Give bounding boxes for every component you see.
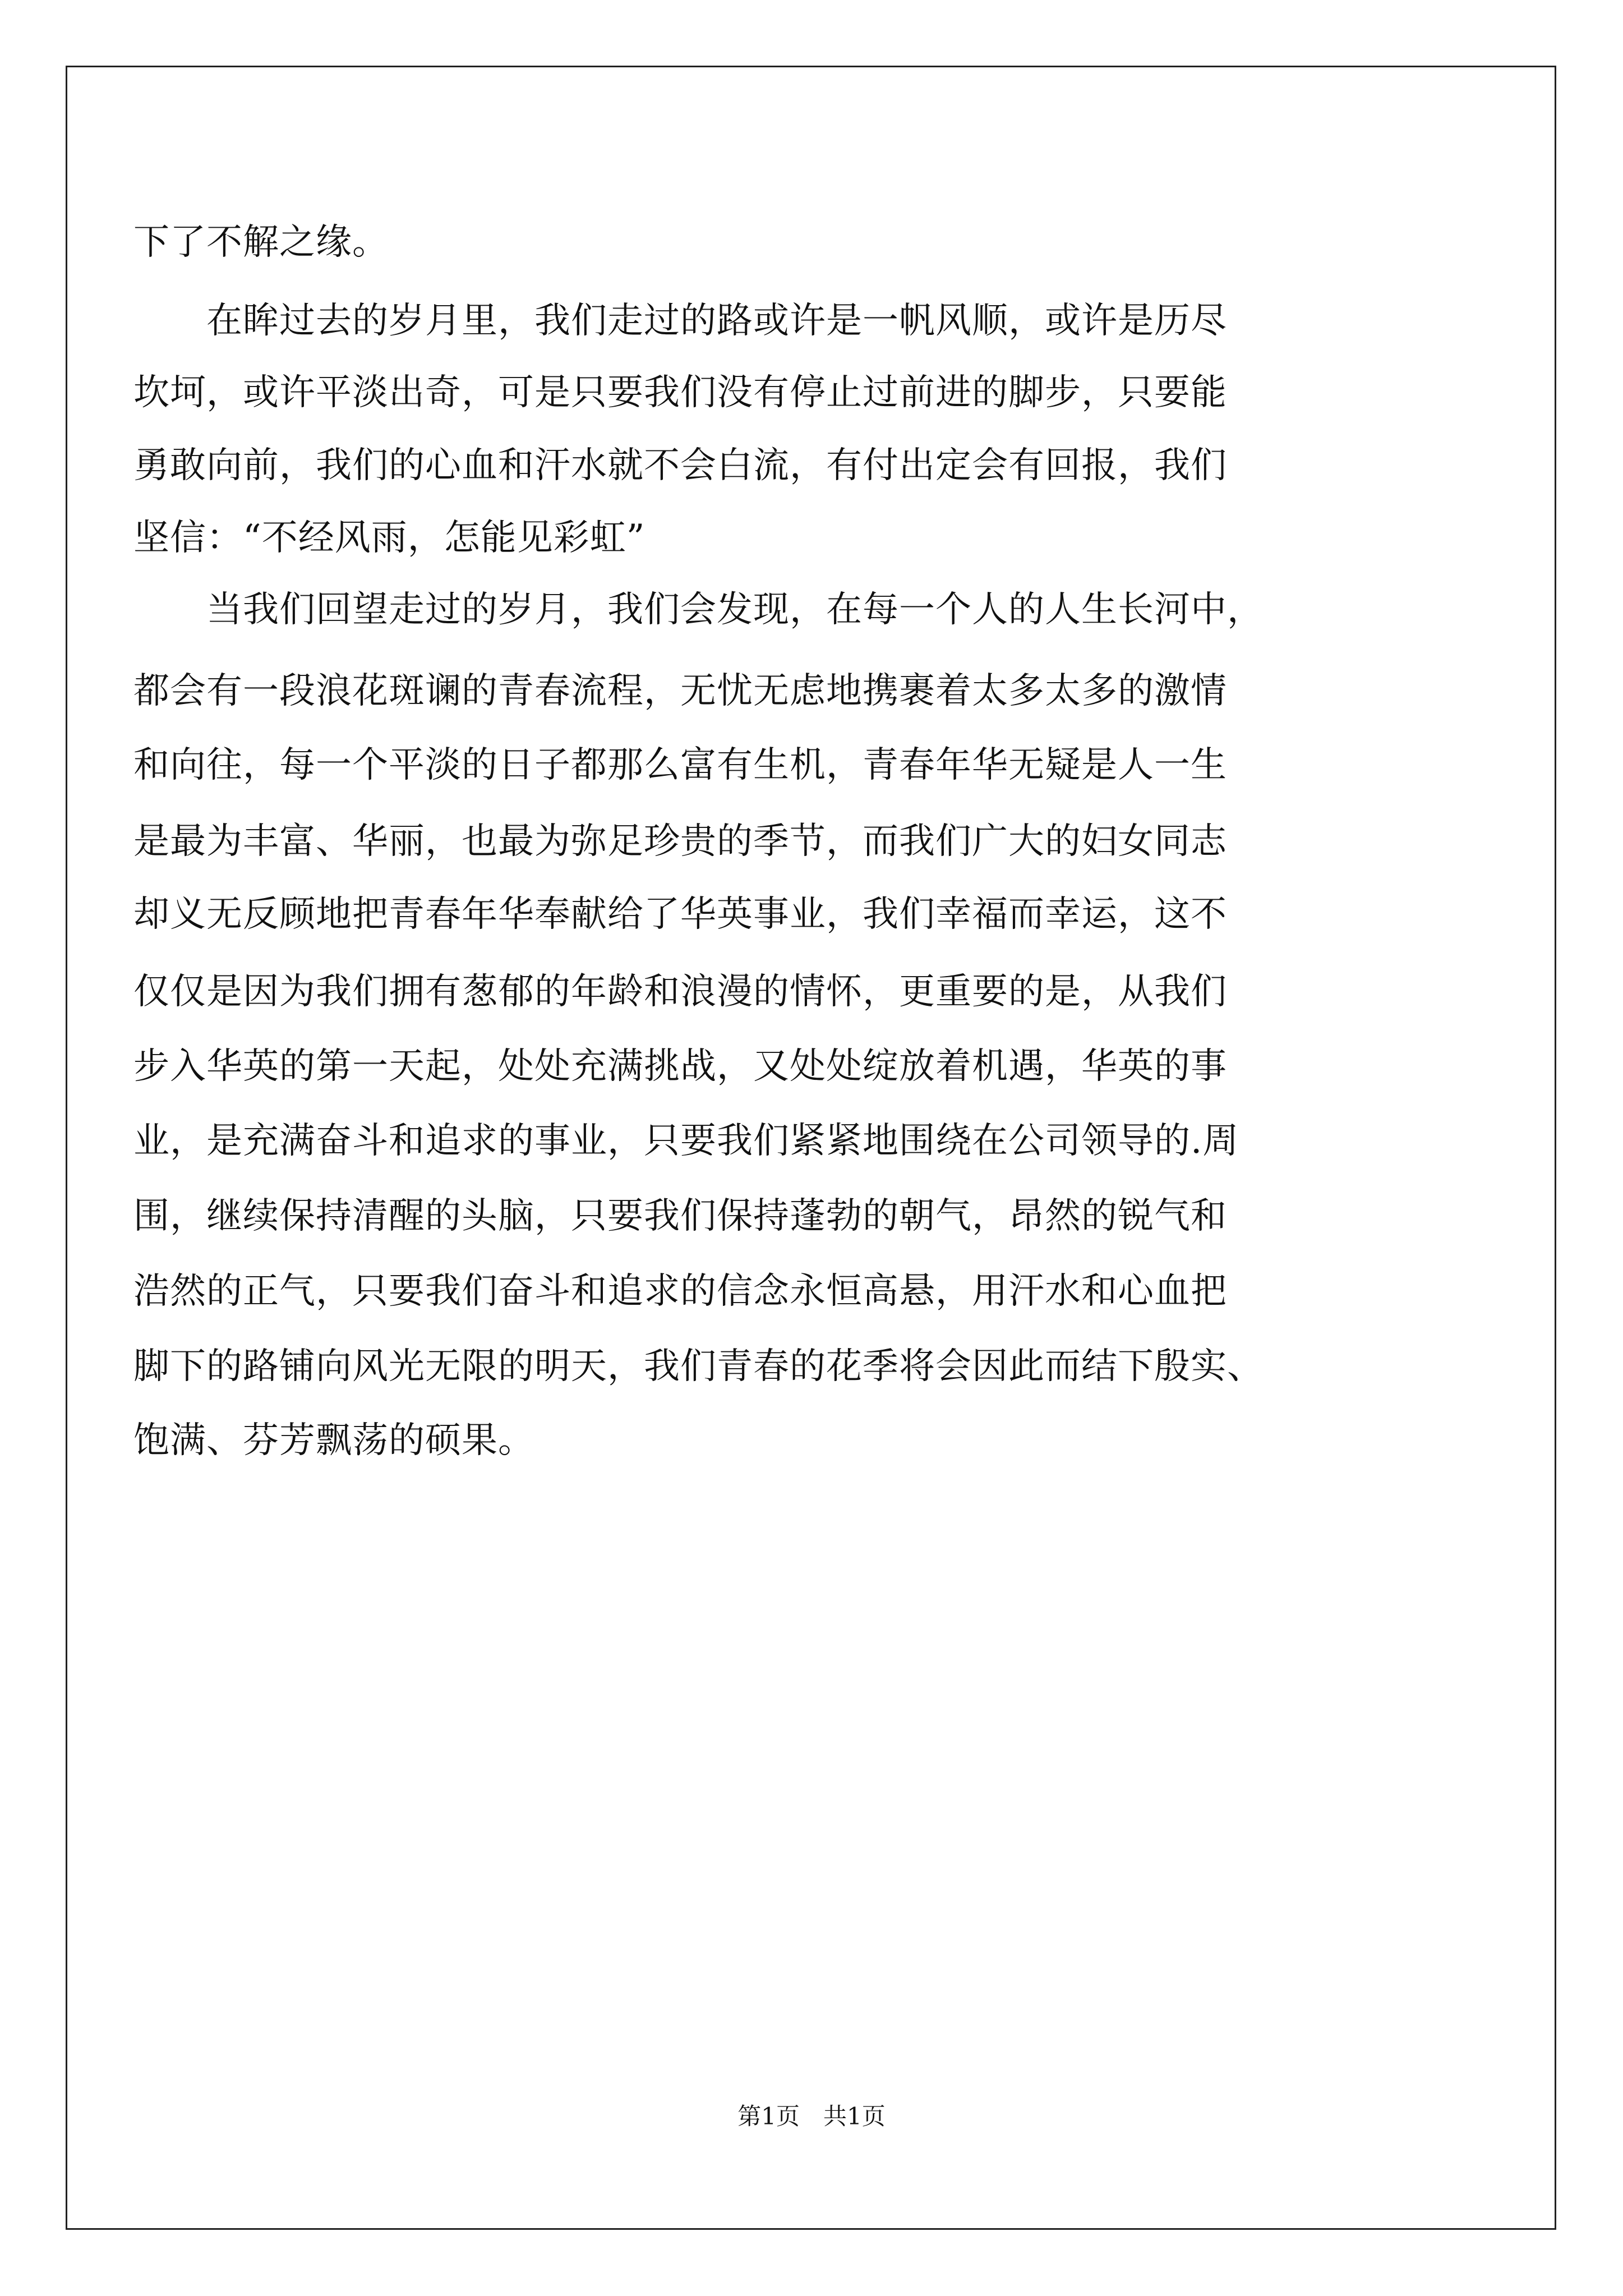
text-line: 和向往，每一个平淡的日子都那么富有生机，青春年华无疑是人一生	[133, 744, 1227, 786]
text-line: 在眸过去的岁月里，我们走过的路或许是一帆风顺，或许是历尽	[133, 300, 1227, 342]
text-line: 却义无反顾地把青春年华奉献给了华英事业，我们幸福而幸运，这不	[133, 894, 1227, 935]
text-line: 浩然的正气，只要我们奋斗和追求的信念永恒高悬，用汗水和心血把	[133, 1271, 1227, 1312]
text-line: 围，继续保持清醒的头脑，只要我们保持蓬勃的朝气，昂然的锐气和	[133, 1195, 1227, 1237]
text-line: 饱满、芬芳飘荡的硕果。	[133, 1420, 534, 1461]
text-line: 脚下的路铺向风光无限的明天，我们青春的花季将会因此而结下殷实、	[133, 1346, 1264, 1387]
text-line: 仅仅是因为我们拥有葱郁的年龄和浪漫的情怀，更重要的是，从我们	[133, 971, 1227, 1013]
text-line: 坚信：“不经风雨，怎能见彩虹”	[133, 517, 645, 559]
text-line: 勇敢向前，我们的心血和汗水就不会白流，有付出定会有回报，我们	[133, 445, 1227, 486]
text-line: 坎坷，或许平淡出奇，可是只要我们没有停止过前进的脚步，只要能	[133, 372, 1227, 413]
text-line: 是最为丰富、华丽，也最为弥足珍贵的季节，而我们广大的妇女同志	[133, 821, 1227, 862]
text-line: 都会有一段浪花斑谰的青春流程，无忧无虑地携裹着太多太多的激情	[133, 670, 1227, 712]
page-number-footer: 第1页 共1页	[737, 2102, 886, 2130]
text-line: 当我们回望走过的岁月，我们会发现，在每一个人的人生长河中，	[133, 589, 1264, 631]
text-line: 业，是充满奋斗和追求的事业，只要我们紧紧地围绕在公司领导的.周	[133, 1120, 1239, 1162]
text-line: 下了不解之缘。	[133, 222, 389, 263]
text-line: 步入华英的第一天起，处处充满挑战，又处处绽放着机遇，华英的事	[133, 1046, 1227, 1087]
